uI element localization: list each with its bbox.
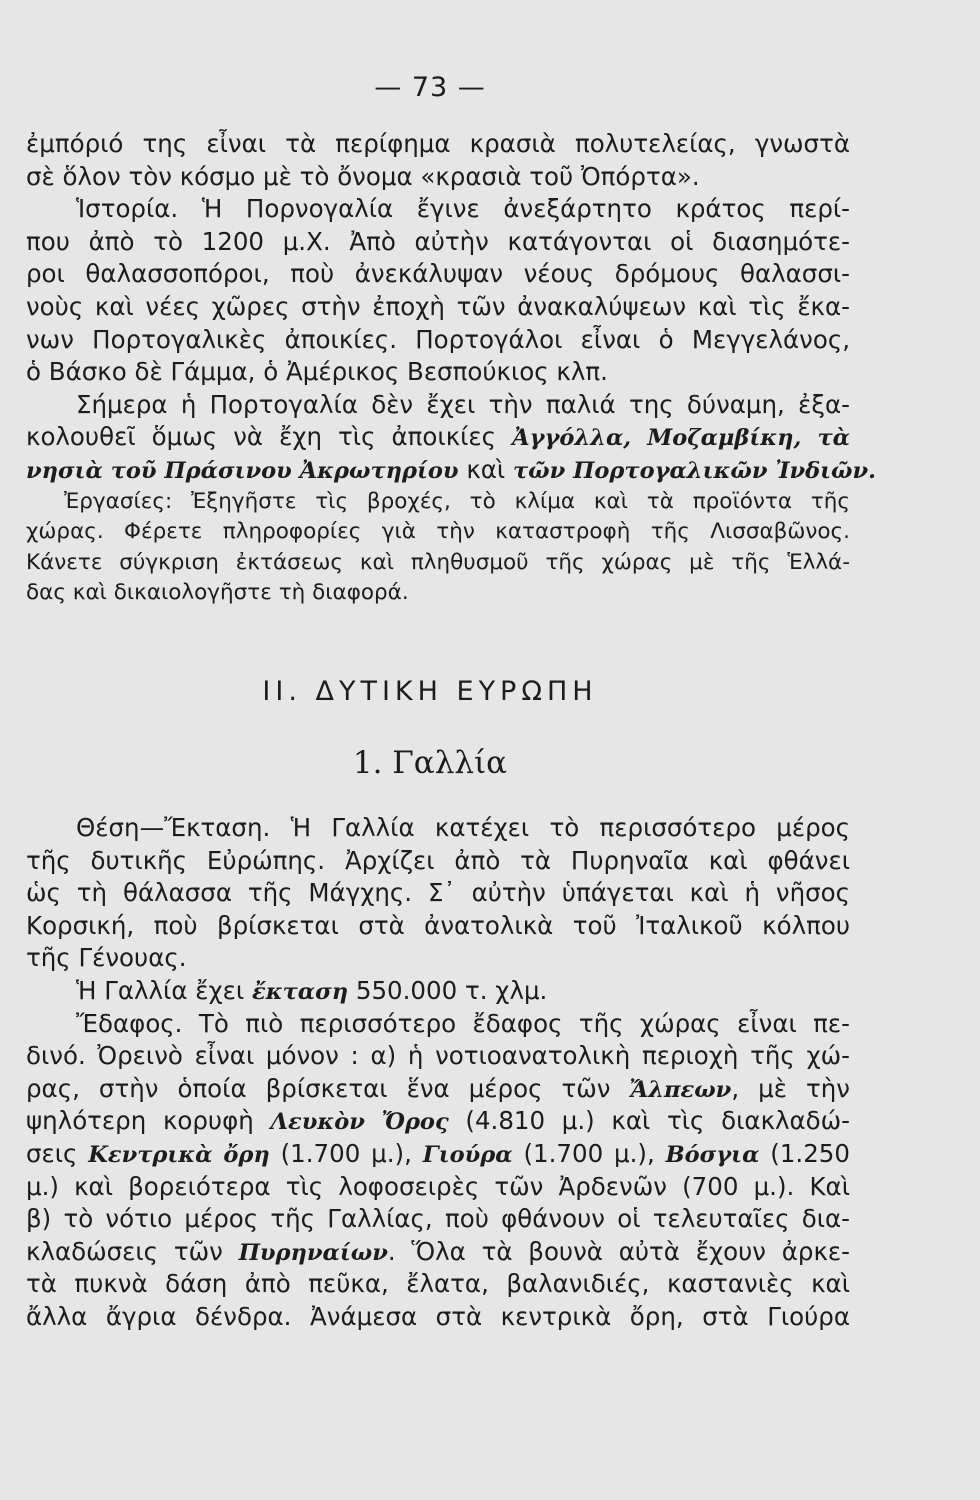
area-line	[26, 975, 850, 1008]
text-line: β) τὸ νότιο μέρος τῆς Γαλλίας, ποὺ φθάνουν οἱ τελευταῖες δια-	[26, 1204, 850, 1234]
mountain-name: Λευκὸν Ὄρος	[270, 1109, 449, 1136]
text-line: δινό. Ὀρεινὸ εἶναι μόνον : α) ἡ νοτιοανατολικὴ περιοχὴ τῆς χώ-	[26, 1041, 850, 1071]
text-span: Ἡ Πορνογαλία ἔγινε ἀνεξάρτητο κράτος περί-	[178, 194, 850, 224]
area-term: ἔκταση	[252, 978, 349, 1005]
colony-name: τῶν Πορτογαλικῶν Ἰνδιῶν.	[513, 457, 876, 484]
section-title: II. ΔΥΤΙΚΗ ΕΥΡΩΠΗ	[262, 676, 598, 707]
text-span: (4.810 μ.) καὶ τὶς διακλαδώ-	[448, 1106, 851, 1136]
text-span: ψηλότερη κορυφὴ	[26, 1106, 271, 1136]
text-span: κλαδώσεις τῶν	[26, 1236, 239, 1266]
text-line: ροι θαλασσοπόροι, ποὺ ἀνεκάλυψαν νέους δρόμους θαλασσι-	[26, 259, 850, 289]
exercise-line: Ἐργασίες: Ἐξηγῆστε τὶς βροχές, τὸ κλίμα καὶ τὰ προϊόντα τῆς	[64, 488, 850, 514]
mountain-name: Βόσγια	[665, 1141, 760, 1168]
text-line	[26, 1138, 850, 1171]
text-line: σὲ ὅλον τὸν κόσμο μὲ τὸ ὄνομα «κρασιὰ τοῦ Ὀπόρτα».	[26, 161, 700, 191]
exercise-line: χώρας. Φέρετε πληροφορίες γιὰ τὴν καταστροφὴ τῆς Λισσαβῶνος.	[26, 519, 850, 545]
text-span: Ἡ Γαλλία ἔχει	[76, 975, 252, 1005]
page-number: — 73 —	[374, 72, 486, 103]
text-line: τῆς Γένουας.	[26, 943, 187, 973]
exercise-line: δας καὶ δικαιολογῆστε τὴ διαφορά.	[26, 580, 409, 606]
colonies-line	[26, 421, 850, 454]
text-line: μ.) καὶ βορειότερα τὶς λοφοσειρὲς τῶν Ἀρδενῶν (700 μ.). Καὶ	[26, 1171, 850, 1201]
text-line: ἄλλα ἄγρια δένδρα. Ἀνάμεσα στὰ κεντρικὰ ὄρη, στὰ Γιούρα	[26, 1301, 850, 1331]
colonies-line	[26, 454, 876, 487]
text-line	[26, 1236, 850, 1269]
text-span: Τὸ πιὸ περισσότερο ἔδαφος τῆς χώρας εἶναι πε-	[182, 1008, 850, 1038]
text-span: (1.700 μ.),	[512, 1138, 666, 1168]
text-line: ὁ Βάσκο δὲ Γάμμα, ὁ Ἀμέρικος Βεσπούκιος κλπ.	[26, 357, 608, 387]
text-span: σεις	[26, 1138, 89, 1168]
mountain-name: Ἄλπεων	[629, 1076, 732, 1103]
position-line	[26, 812, 850, 845]
text-line: νων Πορτογαλικὲς ἀποικίες. Πορτογάλοι εἶναι ὁ Μεγγελάνος,	[26, 324, 850, 354]
colony-name: νησιὰ τοῦ Πράσινου Ἀκρωτηρίου	[26, 457, 459, 484]
position-heading: Θέση—Ἔκταση.	[76, 813, 271, 842]
text-span: . Ὅλα τὰ βουνὰ αὐτὰ ἔχουν ἀρκε-	[387, 1236, 851, 1266]
text-span: 550.000 τ. χλμ.	[348, 975, 548, 1005]
mountain-name: Κεντρικὰ ὄρη	[88, 1141, 270, 1168]
portugal-section-end	[26, 128, 876, 609]
text-span: (1.250	[759, 1138, 850, 1168]
text-line: Κορσική, ποὺ βρίσκεται στὰ ἀνατολικὰ τοῦ Ἰταλικοῦ κόλπου	[26, 910, 850, 940]
text-span: , μὲ τὴν	[731, 1073, 850, 1103]
text-span: ρας, στὴν ὁποία βρίσκεται ἕνα μέρος τῶν	[26, 1073, 630, 1103]
text-span: καὶ	[458, 454, 514, 484]
text-span: (1.700 μ.),	[269, 1138, 423, 1168]
text-line: που ἀπὸ τὸ 1200 μ.Χ. Ἀπὸ αὐτὴν κατάγονται οἱ διασημότε-	[26, 226, 850, 256]
exercise-line: Κάνετε σύγκριση ἐκτάσεως καὶ πληθυσμοῦ τῆς χώρας μὲ τῆς Ἑλλά-	[26, 549, 850, 575]
text-line: τὰ πυκνὰ δάση ἀπὸ πεῦκα, ἔλατα, βαλανιδιές, καστανιὲς καὶ	[26, 1269, 850, 1299]
terrain-line	[26, 1008, 850, 1041]
text-line: τῆς δυτικῆς Εὐρώπης. Ἀρχίζει ἀπὸ τὰ Πυρηναῖα καὶ φθάνει	[26, 845, 850, 875]
history-heading: Ἱστορία.	[76, 194, 179, 224]
mountain-name: Πυρηναίων	[238, 1239, 388, 1266]
mountain-name: Γιούρα	[422, 1141, 513, 1168]
terrain-heading: Ἔδαφος.	[76, 1008, 183, 1038]
text-line	[26, 1105, 850, 1138]
text-line: Σήμερα ἡ Πορτογαλία δὲν ἔχει τὴν παλιά της δύναμη, ἐξα-	[76, 389, 850, 419]
text-line	[26, 1073, 850, 1106]
france-section	[26, 812, 850, 1334]
text-line: ἐμπόριό της εἶναι τὰ περίφημα κρασιὰ πολυτελείας, γνωστὰ	[26, 129, 850, 158]
text-line: ὡς τὴ θάλασσα τῆς Μάγχης. Σ᾿ αὐτὴν ὑπάγεται καὶ ἡ νῆσος	[26, 878, 850, 908]
colony-names: Ἀγγόλλα, Μοζαμβίκη, τὰ	[512, 425, 850, 452]
chapter-title: 1. Γαλλία	[352, 745, 508, 781]
history-line	[26, 193, 850, 226]
text-span: κολουθεῖ ὅμως νὰ ἔχη τὶς ἀποικίες	[26, 422, 513, 452]
text-line: νοὺς καὶ νέες χῶρες στὴν ἐποχὴ τῶν ἀνακαλύψεων καὶ τὶς ἔκα-	[26, 291, 850, 321]
text-span: Ἡ Γαλλία κατέχει τὸ περισσότερο μέρος	[270, 813, 850, 842]
